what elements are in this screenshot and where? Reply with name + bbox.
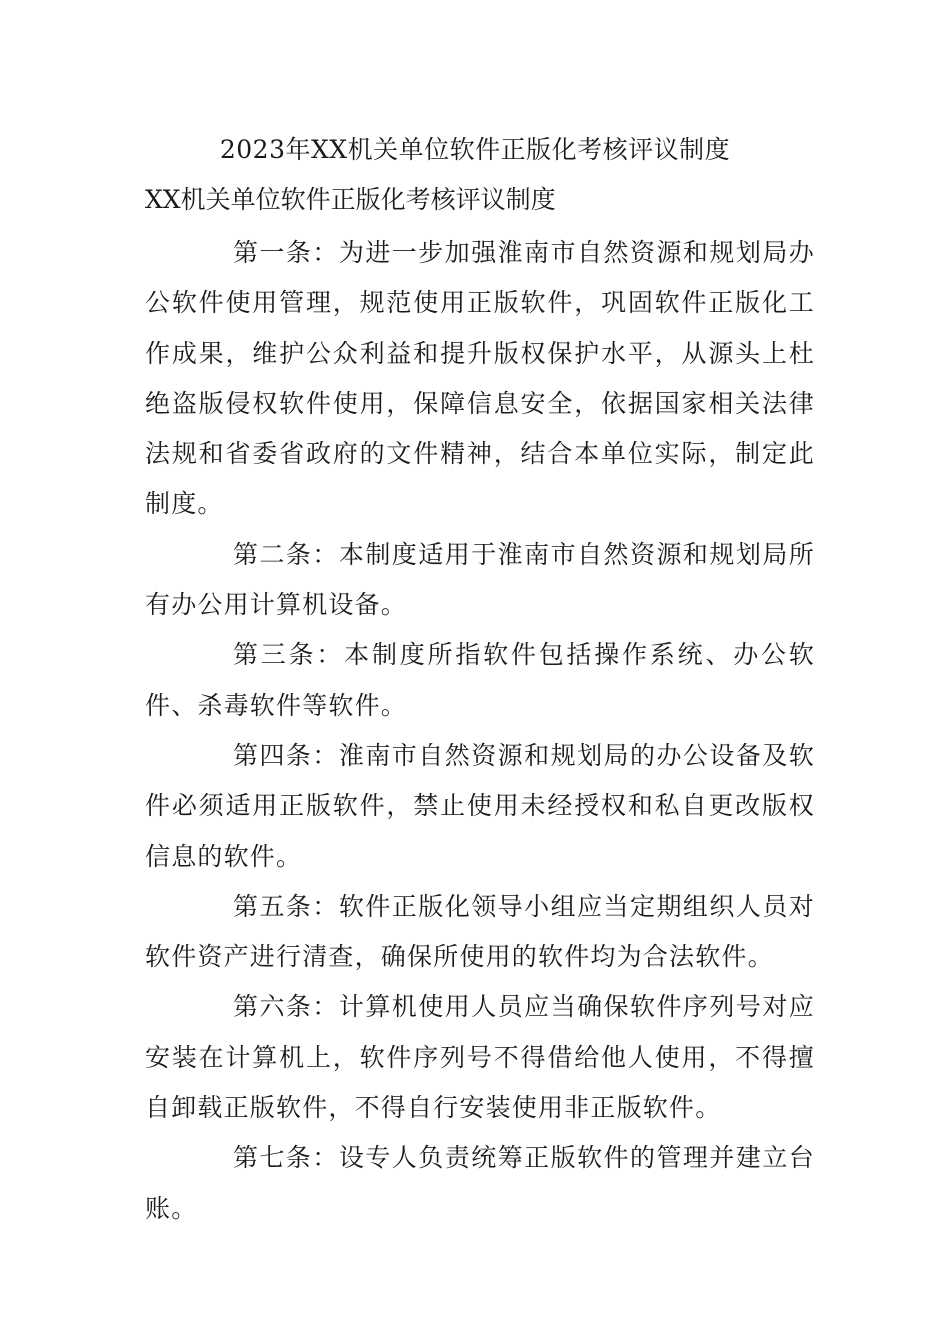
article-6: 第六条：计算机使用人员应当确保软件序列号对应安装在计算机上，软件序列号不得借给他人使用，不得擅自卸载正版软件，不得自行安装使用非正版软件。 [145,992,815,1123]
document-subtitle: XX机关单位软件正版化考核评议制度 [145,185,556,214]
article-3: 第三条：本制度所指软件包括操作系统、办公软件、杀毒软件等软件。 [145,640,815,720]
article-5: 第五条：软件正版化领导小组应当定期组织人员对软件资产进行清查，确保所使用的软件均为合法软件。 [145,891,815,972]
article-7: 第七条：设专人负责统筹正版软件的管理并建立台账。 [145,1143,815,1223]
article-2: 第二条：本制度适用于淮南市自然资源和规划局所有办公用计算机设备。 [145,539,815,620]
article-4: 第四条：淮南市自然资源和规划局的办公设备及软件必须适用正版软件，禁止使用未经授权和私自更改版权信息的软件。 [145,740,815,871]
article-1: 第一条：为进一步加强淮南市自然资源和规划局办公软件使用管理，规范使用正版软件，巩固软件正版化工作成果，维护公众利益和提升版权保护水平，从源头上杜绝盗版侵权软件使用，保障信息安全，依据国家相关法律法规和省委省政府的文件精神，结合本单位实际，制定此制度。 [145,238,815,519]
document-body [145,228,815,1234]
document-title: 2023年XX机关单位软件正版化考核评议制度 [219,135,731,164]
